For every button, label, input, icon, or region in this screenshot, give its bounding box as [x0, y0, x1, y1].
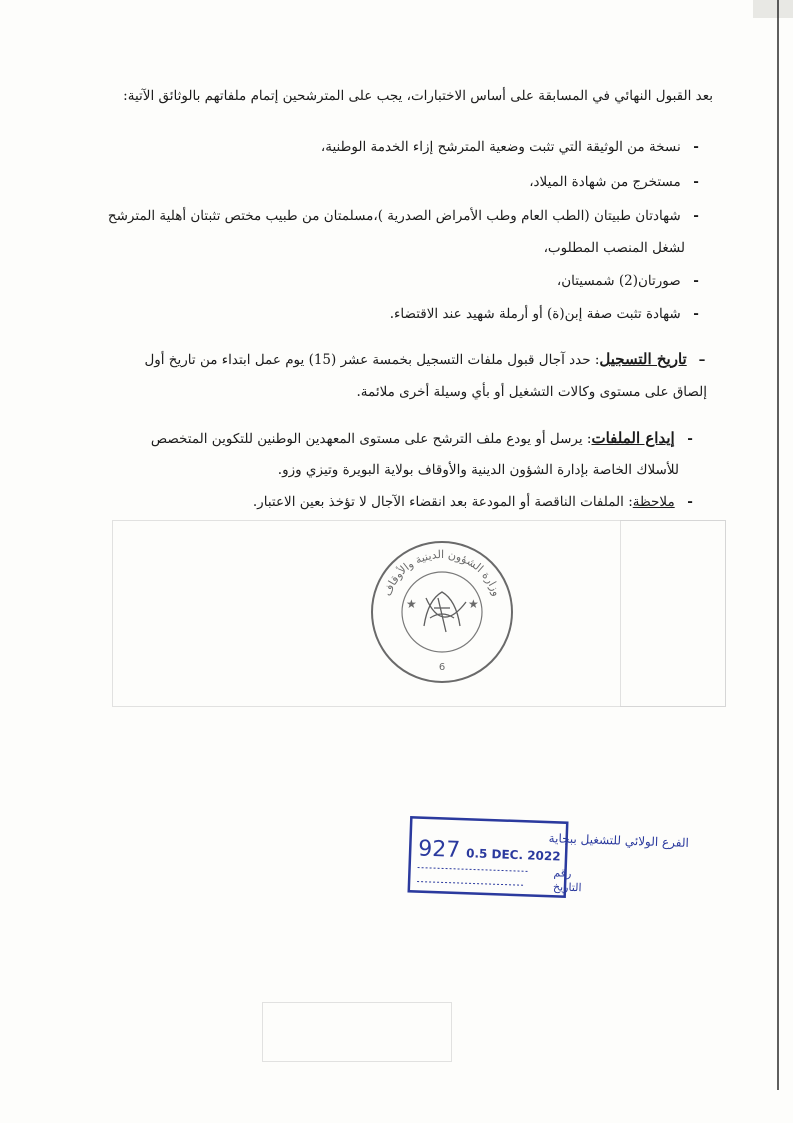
registration-text-continuation: إلصاق على مستوى وكالات التشغيل أو بأي وسيلة أخرى ملائمة.	[356, 384, 707, 400]
stamp-number-label: رقم	[553, 866, 572, 880]
bullet-dash: -	[693, 139, 699, 155]
svg-text:★: ★	[468, 597, 479, 611]
stamp-handwritten-number: 927	[417, 836, 461, 864]
official-seal	[368, 538, 516, 686]
document-item: - شهادة تثبت صفة إبن(ة) أو أرملة شهيد عند الاقتضاء.	[60, 304, 707, 324]
stamp-date-label: التاريخ	[552, 880, 582, 895]
stamp-title: الفرع الولائي للتشغيل ببجاية	[548, 831, 690, 850]
document-item: - صورتان(2) شمسيتان،	[60, 271, 707, 291]
submission-label: إيداع الملفات	[591, 429, 675, 447]
registration-section	[60, 349, 713, 370]
registration-stamp	[408, 818, 690, 896]
document-item-continuation: لشغل المنصب المطلوب،	[543, 240, 685, 256]
note-text: : الملفات الناقصة أو المودعة بعد انقضاء الآجال لا تؤخذ بعين الاعتبار.	[252, 494, 633, 510]
bullet-dash: -	[693, 273, 699, 289]
submission-text: : يرسل أو يودع ملف الترشح على مستوى المعهدين الوطنين للتكوين المتخصص	[150, 431, 592, 447]
intro-paragraph: بعد القبول النهائي في المسابقة على أساس الاختبارات، يجب على المترشحين إتمام ملفاتهم بالوثائق الآتية:	[123, 88, 713, 104]
submission-text-continuation: للأسلاك الخاصة بإدارة الشؤون الدينية والأوقاف بولاية البويرة وتيزي وزو.	[277, 462, 679, 478]
bullet-dash: -	[687, 494, 693, 510]
svg-text:★: ★	[406, 597, 417, 611]
registration-text: : حدد آجال قبول ملفات التسجيل بخمسة عشر (15) يوم عمل ابتداء من تاريخ أول	[144, 352, 600, 368]
document-item: - مستخرج من شهادة الميلاد،	[60, 172, 707, 192]
bullet-dash: -	[693, 306, 699, 322]
note-label: ملاحظة	[632, 494, 675, 510]
bullet-dash: -	[693, 174, 699, 190]
document-item: - شهادتان طبيتان (الطب العام وطب الأمراض الصدرية )،مسلمتان من طبيب مختص تثبتان أهلية المترشح	[60, 206, 707, 226]
submission-section	[60, 428, 701, 449]
bullet-dash: -	[687, 431, 693, 447]
bullet-dash: –	[698, 352, 706, 368]
document-item: - نسخة من الوثيقة التي تثبت وضعية المترشح إزاء الخدمة الوطنية،	[60, 137, 707, 157]
registration-label: تاريخ التسجيل	[599, 350, 687, 368]
seal-number: 6	[438, 662, 446, 673]
seal-emblem	[424, 592, 466, 632]
stamp-date: 0.5 DEC. 2022	[465, 846, 561, 864]
note-section	[60, 492, 701, 512]
seal-text: وزارة الشؤون الدينية والأوقاف	[380, 547, 504, 598]
bullet-dash: -	[693, 208, 699, 224]
